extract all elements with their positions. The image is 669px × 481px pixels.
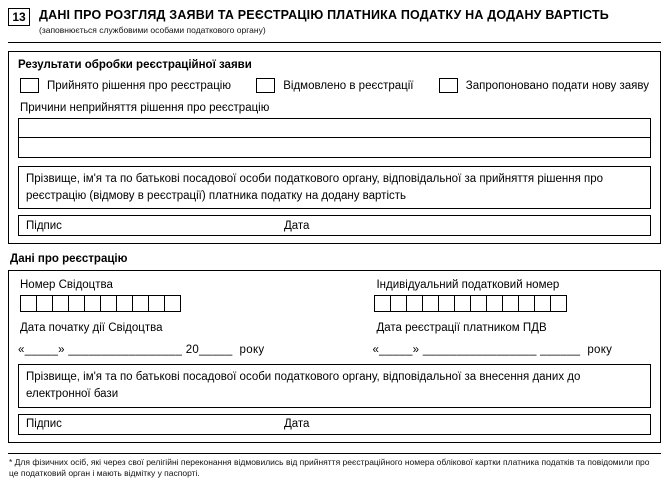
vat-registration-date-label: Дата реєстрації платником ПДВ [376,322,547,335]
digit-cell[interactable] [470,295,487,312]
responsible-person-data-entry-text: Прізвище, ім'я та по батькові посадової особи податкового органу, відповідальної за внесення даних до електронної бази [26,371,581,401]
decision-signature-blank[interactable] [62,216,284,235]
data-entry-date-blank[interactable] [309,415,643,434]
number-cells-row [18,295,651,312]
digit-cell[interactable] [390,295,407,312]
results-section [8,51,661,244]
digit-cell[interactable] [534,295,551,312]
footnote-divider [8,453,661,454]
digit-cell[interactable] [374,295,391,312]
footnote: * Для фізичних осіб, які через свої релігійні переконання відмовились від прийняття реєстраційного номера облікової картки платника податків та повідомили про це податковий орган і мають відмітку у паспорті. [9,456,650,479]
digit-cell[interactable] [52,295,69,312]
checkbox-registration-refused-label: Відмовлено в реєстрації [283,79,414,92]
registration-data-section [8,270,661,442]
digit-cell[interactable] [20,295,37,312]
rejection-reasons-line-1[interactable] [19,119,650,138]
checkbox-registration-approved[interactable] [20,78,39,93]
responsible-person-decision-text: Прізвище, ім'я та по батькові посадової особи податкового органу, відповідальної за прийняття рішення про реєстрацію (відмову в реєстрації) платника податку на додану вартість [26,173,604,202]
option-new-application [439,78,649,93]
digit-cell[interactable] [438,295,455,312]
rejection-reasons-line-2[interactable] [19,138,650,157]
header-text [39,8,609,35]
checkbox-registration-refused[interactable] [256,78,275,93]
certificate-number-cells [20,295,372,312]
decision-date-label: Дата [283,219,310,232]
data-entry-signature-label: Підпис [26,418,62,431]
certificate-start-date-line[interactable]: «_____» _________________ 20_____ року [18,344,265,357]
rejection-reasons-label: Причини неприйняття рішення про реєстрацію [20,102,270,114]
digit-cell[interactable] [164,295,181,312]
form-title: ДАНІ ПРО РОЗГЛЯД ЗАЯВИ ТА РЕЄСТРАЦІЮ ПЛАТНИКА ПОДАТКУ НА ДОДАНУ ВАРТІСТЬ [39,8,609,22]
data-entry-signature-row [18,414,651,435]
digit-cell[interactable] [36,295,53,312]
decision-signature-row [18,215,651,236]
decision-date-blank[interactable] [309,216,643,235]
checkbox-new-application[interactable] [439,78,458,93]
digit-cell[interactable] [422,295,439,312]
number-labels-row [18,278,651,295]
digit-cell[interactable] [68,295,85,312]
digit-cell[interactable] [84,295,101,312]
digit-cell[interactable] [518,295,535,312]
rejection-reasons-input[interactable] [18,118,651,158]
checkbox-registration-approved-label: Прийнято рішення про реєстрацію [47,79,231,92]
digit-cell[interactable] [116,295,133,312]
checkbox-new-application-label: Запропоновано подати нову заяву [465,79,649,92]
digit-cell[interactable] [132,295,149,312]
certificate-start-date-label: Дата початку дії Свідоцтва [20,322,163,335]
header-divider [8,42,661,43]
digit-cell[interactable] [502,295,519,312]
form-header [8,8,661,35]
option-registration-refused [256,78,413,93]
registration-data-heading: Дані про реєстрацію [10,253,128,266]
section-number-box [8,8,30,26]
digit-cell[interactable] [454,295,471,312]
decision-signature-label: Підпис [26,219,62,232]
digit-cell[interactable] [100,295,117,312]
section-number: 13 [12,10,26,24]
date-labels-row [18,321,651,338]
date-lines-row [18,344,651,356]
digit-cell[interactable] [486,295,503,312]
data-entry-date-label: Дата [283,418,310,431]
responsible-person-data-entry-box[interactable] [18,364,651,407]
form-subtitle: (заповнюється службовими особами податкового органу) [39,25,266,35]
data-entry-signature-blank[interactable] [62,415,284,434]
tax-number-label: Індивідуальний податковий номер [376,279,560,292]
vat-registration-date-line[interactable]: «_____» _________________ ______ року [372,344,613,357]
results-heading: Результати обробки реєстраційної заяви [18,59,252,71]
decision-options-row [20,78,649,93]
digit-cell[interactable] [550,295,567,312]
option-registration-approved [20,78,231,93]
digit-cell[interactable] [406,295,423,312]
digit-cell[interactable] [148,295,165,312]
certificate-number-label: Номер Свідоцтва [20,279,113,292]
tax-number-cells [374,295,651,312]
responsible-person-decision-box[interactable] [18,166,651,209]
